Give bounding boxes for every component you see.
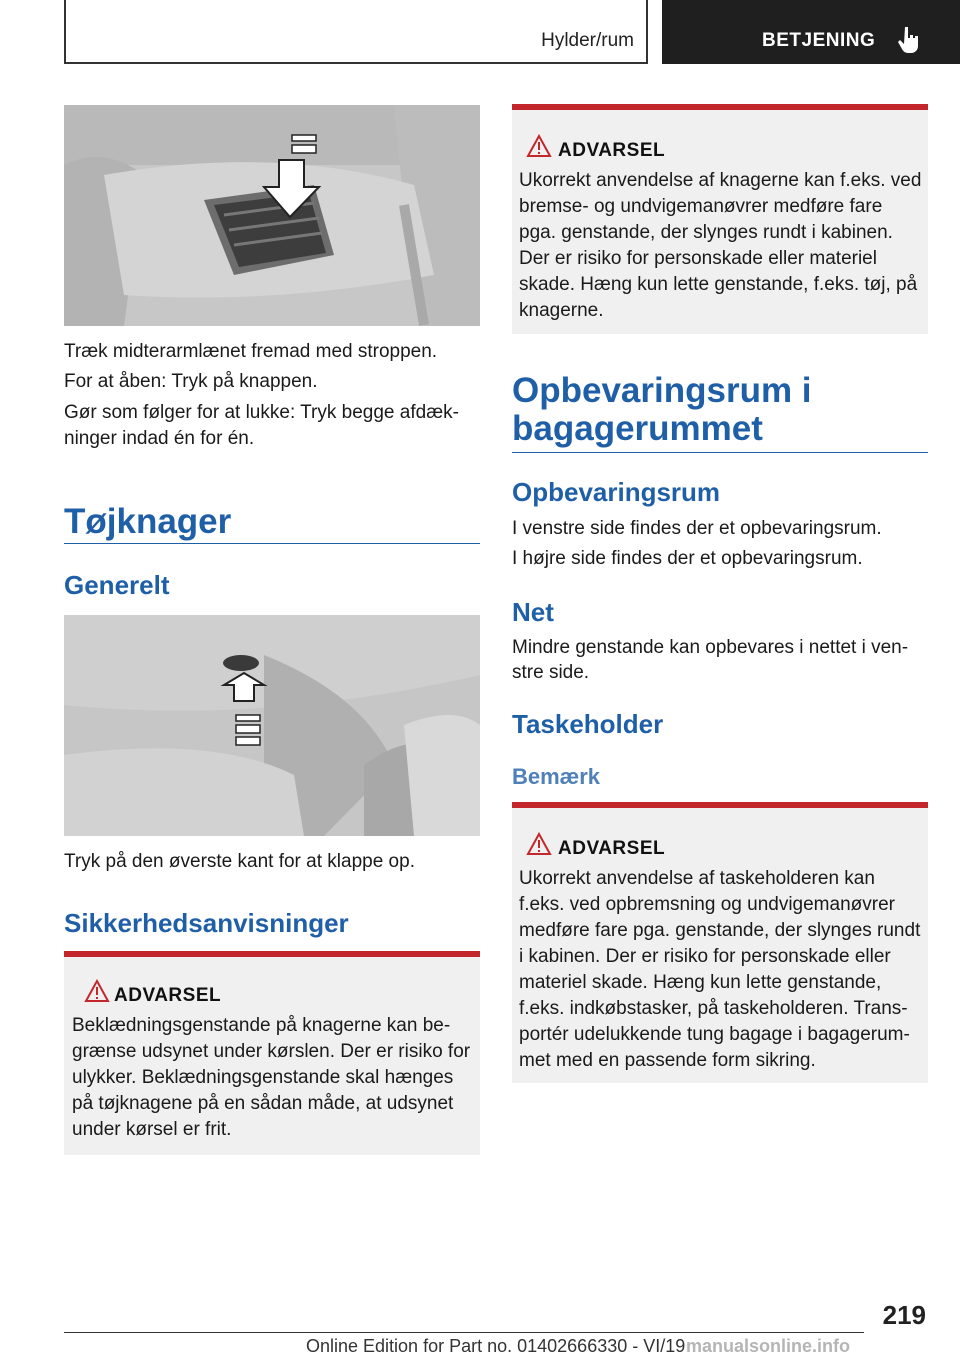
coat-hook-photo <box>64 615 480 836</box>
paragraph-net-line1: Mindre genstande kan opbevares i nettet i ven‐ <box>512 637 909 658</box>
warning-title: ADVARSEL <box>558 140 666 161</box>
warning-triangle-icon <box>526 832 552 856</box>
warning-line: grænse udsynet under kørslen. Der er risiko for <box>72 1041 471 1062</box>
warning-line: skade. Hæng kun lette genstande, f.eks. tøj, på <box>519 274 918 295</box>
paragraph-close-line1: Gør som følger for at lukke: Tryk begge afdæk‐ <box>64 402 459 423</box>
pointing-hand-icon <box>896 26 922 54</box>
warning-line: met med en passende form sikring. <box>519 1050 816 1071</box>
warning-triangle-icon <box>84 979 110 1003</box>
warning-line: under kørsel er frit. <box>72 1119 232 1140</box>
page-number: 219 <box>882 1300 926 1330</box>
warning-box-coat-hooks <box>64 951 480 1155</box>
warning-box-hooks-usage <box>512 104 928 334</box>
footer-edition: Online Edition for Part no. 01402666330 - VI/19 <box>306 1336 686 1356</box>
warning-text <box>519 168 921 324</box>
heading-toejknager: Tøjknager <box>64 502 232 541</box>
subheading-net: Net <box>512 597 554 627</box>
warning-line: i kabinen. Der er risiko for personskade eller <box>519 946 891 967</box>
warning-line: Ukorrekt anvendelse af knagerne kan f.eks. ved <box>519 170 922 191</box>
subheading-storage: Opbevaringsrum <box>512 477 721 507</box>
warning-line: materiel skade. Hæng kun lette genstande, <box>519 972 882 993</box>
header-chapter-title: BETJENING <box>762 30 876 51</box>
paragraph-close-line2: ninger indad én for én. <box>64 428 255 449</box>
paragraph-right-storage: I højre side findes der et opbevaringsrum. <box>512 548 863 569</box>
heading-luggage-storage <box>512 372 812 448</box>
warning-line: pga. genstande, der slynges rundt i kabinen. <box>519 222 893 243</box>
heading-line: bagagerummet <box>512 409 763 448</box>
subheading-note: Bemærk <box>512 764 601 789</box>
warning-title: ADVARSEL <box>558 838 666 859</box>
paragraph-open: For at åben: Tryk på knappen. <box>64 371 318 392</box>
paragraph-net-line2: stre side. <box>512 662 590 683</box>
warning-line: knagerne. <box>519 300 604 321</box>
warning-line: f.eks. ved opbremsning og undvigemanøvrer <box>519 894 895 915</box>
heading-line: Opbevaringsrum i <box>512 371 812 410</box>
warning-line: bremse- og undvigemanøvrer medføre fare <box>519 196 883 217</box>
paragraph-pull-armrest: Træk midterarmlænet fremad med stroppen. <box>64 341 438 362</box>
footer-rule <box>64 1332 864 1333</box>
caption-fold-up: Tryk på den øverste kant for at klappe op. <box>64 851 415 872</box>
footer-watermark: manualsonline.info <box>686 1336 851 1356</box>
subheading-safety: Sikkerhedsanvisninger <box>64 908 349 938</box>
warning-text <box>519 866 920 1074</box>
warning-box-bag-holder <box>512 802 928 1083</box>
warning-triangle-icon <box>526 134 552 158</box>
paragraph-left-storage: I venstre side findes der et opbevaringsrum. <box>512 518 882 539</box>
warning-line: f.eks. indkøbstasker, på taskeholderen. Trans‐ <box>519 998 908 1019</box>
warning-line: medføre fare pga. genstande, der slynges rundt <box>519 920 921 941</box>
warning-line: portér udelukkende tung bagage i bagagerum‐ <box>519 1024 910 1045</box>
subheading-bag-holder: Taskeholder <box>512 709 664 739</box>
warning-line: Beklædningsgenstande på knagerne kan be‐ <box>72 1015 451 1036</box>
warning-title: ADVARSEL <box>114 985 222 1006</box>
subheading-generelt: Generelt <box>64 570 170 600</box>
warning-text <box>72 1013 470 1143</box>
warning-line: Der er risiko for personskade eller materiel <box>519 248 877 269</box>
heading-rule <box>512 452 928 453</box>
warning-line: på tøjknagene på en sådan måde, at udsynet <box>72 1093 454 1114</box>
armrest-photo <box>64 105 480 326</box>
warning-line: Ukorrekt anvendelse af taskeholderen kan <box>519 868 875 889</box>
heading-rule <box>64 543 480 544</box>
header-section-title: Hylder/rum <box>541 30 634 51</box>
warning-line: ulykker. Beklædningsgenstande skal hænges <box>72 1067 454 1088</box>
